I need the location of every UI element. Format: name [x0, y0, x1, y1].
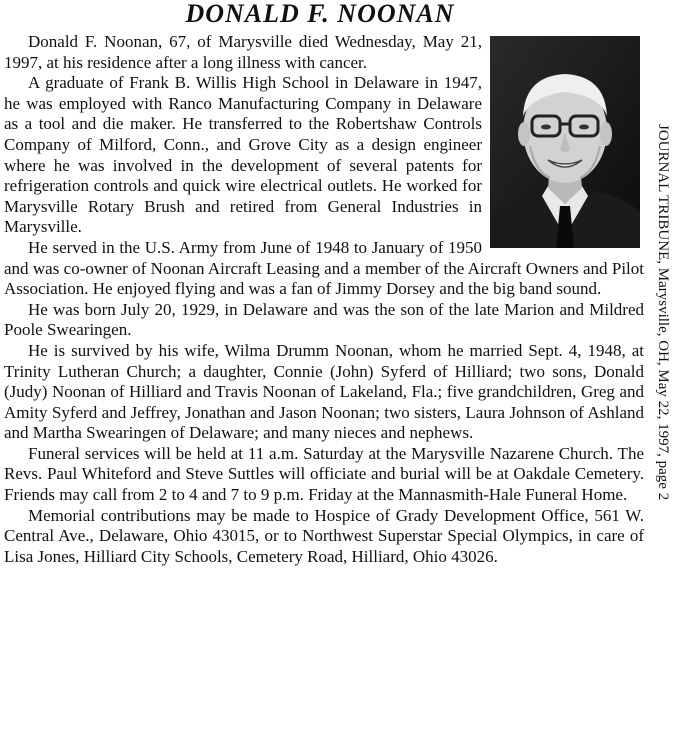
obituary-headline: DONALD F. NOONAN [185, 0, 455, 28]
paragraph-military-service: He served in the U.S. Army from June of 1948 to January of 1950 and was co-owner of Noonan Aircraft Leasing and a member of the Aircraft Owners and Pilot Association. He enjoyed flying and was a fan of Jimmy Dorsey and the big band sound. [4, 237, 644, 299]
photo-float-spacer [482, 32, 644, 246]
paragraph-funeral-services: Funeral services will be held at 11 a.m. Saturday at the Marysville Nazarene Church. The Revs. Paul Whiteford and Steve Suttles will officiate and burial will be at Oakdale Cemetery. Friends may call from 2 to 4 and 7 to 9 p.m. Friday at the Mannasmith-Hale Funeral Home. [4, 443, 644, 505]
paragraph-memorial-contributions: Memorial contributions may be made to Hospice of Grady Development Office, 561 W. Central Ave., Delaware, Ohio 43015, or to Northwest Superstar Special Olympics, in care of Lisa Jones, Hilliard City Schools, Cemetery Road, Hilliard, Ohio 43026. [4, 505, 644, 566]
paragraph-death-notice: Donald F. Noonan, 67, of Marysville died Wednesday, May 21, 1997, at his residence after a long illness with cancer. [4, 32, 482, 72]
paragraph-career: A graduate of Frank B. Willis High School in Delaware in 1947, he was employed with Ranco Manufacturing Company in Delaware as a tool and die maker. He transferred to the Robertshaw Controls Company of Milford, Conn., and Grove City as a design engineer where he was involved in the development of several patents for refrigeration controls and quick wire electrical outlets. He worked for Marysville Rotary Brush and retired from General Industries in Marysville. [4, 73, 482, 237]
obituary-body [4, 32, 644, 567]
paragraph-survivors: He is survived by his wife, Wilma Drumm Noonan, whom he married Sept. 4, 1948, at Trinity Lutheran Church; a daughter, Connie (John) Syferd of Hilliard; two sons, Donald (Judy) Noonan of Hilliard and Travis Noonan of Lakeland, Fla.; five grandchildren, Greg and Amity Syferd and Jeffrey, Jonathan and Jason Noonan; two sisters, Laura Johnson of Ashland and Martha Swearingen of Delaware; and many nieces and nephews. [4, 340, 644, 443]
paragraph-birth: He was born July 20, 1929, in Delaware and was the son of the late Marion and Mildred Poole Swearingen. [4, 299, 644, 340]
source-caption: JOURNAL TRIBUNE, Marysville, OH, May 22, 1997, page 2 [655, 124, 671, 501]
